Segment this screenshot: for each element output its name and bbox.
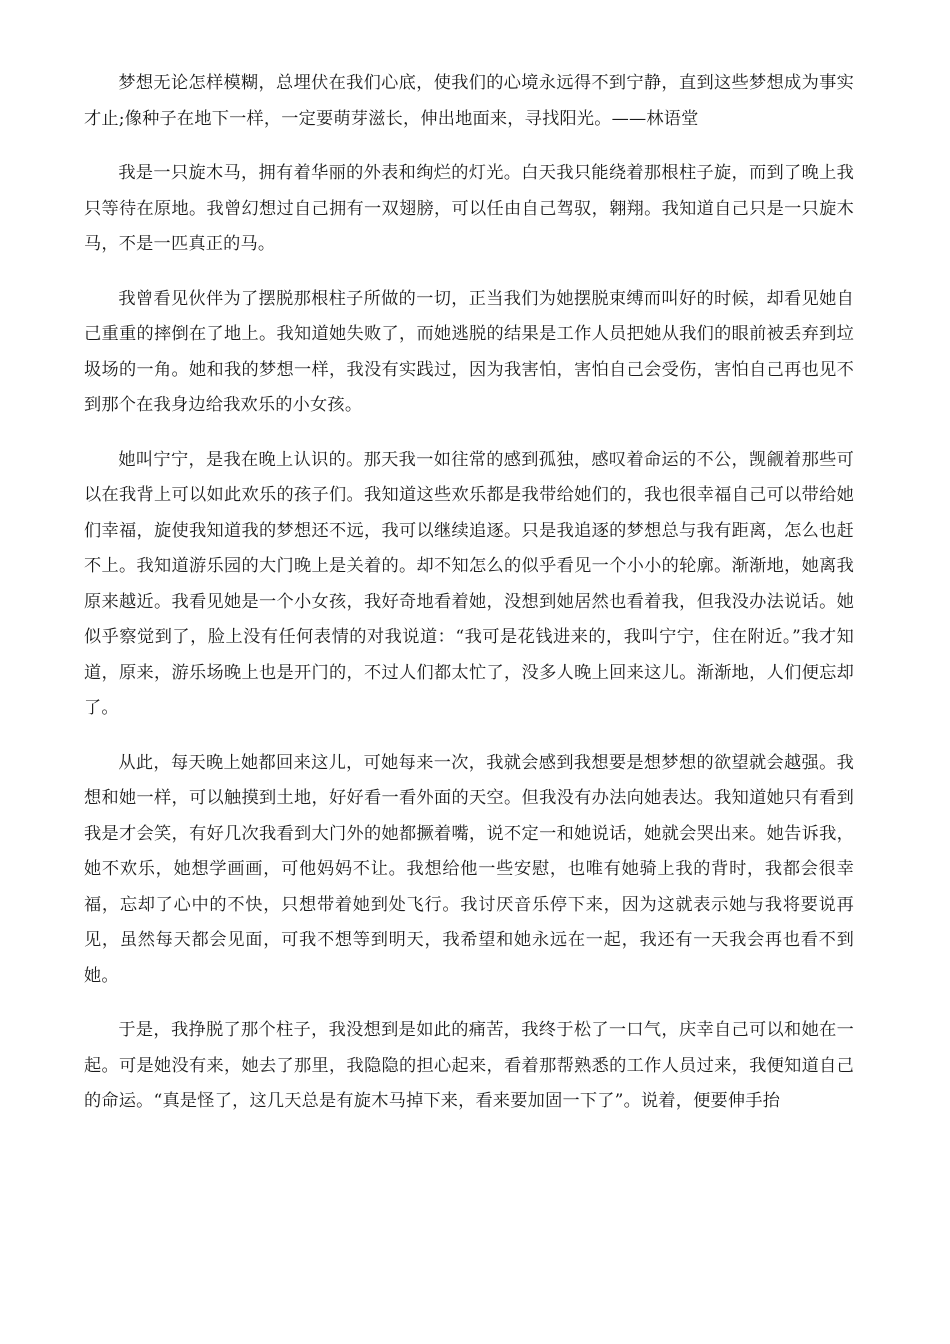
paragraph: 我是一只旋木马，拥有着华丽的外表和绚烂的灯光。白天我只能绕着那根柱子旋，而到了晚上我只等待在原地。我曾幻想过自己拥有一双翅膀，可以任由自己驾驭，翱翔。我知道自己只是一只旋木马，不是一匹真正的马。 bbox=[84, 163, 854, 254]
paragraph-quote: 梦想无论怎样模糊，总埋伏在我们心底，使我们的心境永远得不到宁静，直到这些梦想成为事实才止;像种子在地下一样，一定要萌芽滋长，伸出地面来，寻找阳光。——林语堂 bbox=[84, 73, 854, 129]
paragraph: 从此，每天晚上她都回来这儿，可她每来一次，我就会感到我想要是想梦想的欲望就会越强。我想和她一样，可以触摸到土地，好好看一看外面的天空。但我没有办法向她表达。我知道她只有看到我是才会笑，有好几次我看到大门外的她都撅着嘴，说不定一和她说话，她就会哭出来。她告诉我，她不欢乐，她想学画画，可他妈妈不让。我想给他一些安慰，也唯有她骑上我的背时，我都会很幸福，忘却了心中的不快，只想带着她到处飞行。我讨厌音乐停下来，因为这就表示她与我将要说再见，虽然每天都会见面，可我不想等到明天，我希望和她永远在一起，我还有一天我会再也看不到她。 bbox=[84, 752, 854, 986]
paragraph: 我曾看见伙伴为了摆脱那根柱子所做的一切，正当我们为她摆脱束缚而叫好的时候，却看见她自己重重的摔倒在了地上。我知道她失败了，而她逃脱的结果是工作人员把她从我们的眼前被丢弃到垃圾场的一角。她和我的梦想一样，我没有实践过，因为我害怕，害怕自己会受伤，害怕自己再也见不到那个在我身边给我欢乐的小女孩。 bbox=[84, 288, 854, 415]
paragraph: 于是，我挣脱了那个柱子，我没想到是如此的痛苦，我终于松了一口气，庆幸自己可以和她在一起。可是她没有来，她去了那里，我隐隐的担心起来，看着那帮熟悉的工作人员过来，我便知道自己的命运。“真是怪了，这几天总是有旋木马掉下来，看来要加固一下了”。说着，便要伸手抬 bbox=[84, 1020, 854, 1111]
paragraph: 她叫宁宁，是我在晚上认识的。那天我一如往常的感到孤独，感叹着命运的不公，觊觎着那些可以在我背上可以如此欢乐的孩子们。我知道这些欢乐都是我带给她们的，我也很幸福自己可以带给她们幸福，旋使我知道我的梦想还不远，我可以继续追逐。只是我追逐的梦想总与我有距离，怎么也赶不上。我知道游乐园的大门晚上是关着的。却不知怎么的似乎看见一个小小的轮廓。渐渐地，她离我原来越近。我看见她是一个小女孩，我好奇地看着她，没想到她居然也看着我，但我没办法说话。她似乎察觉到了，脸上没有任何表情的对我说道：“我可是花钱进来的，我叫宁宁，住在附近。”我才知道，原来，游乐场晚上也是开门的，不过人们都太忙了，没多人晚上回来这儿。渐渐地，人们便忘却了。 bbox=[84, 449, 854, 718]
